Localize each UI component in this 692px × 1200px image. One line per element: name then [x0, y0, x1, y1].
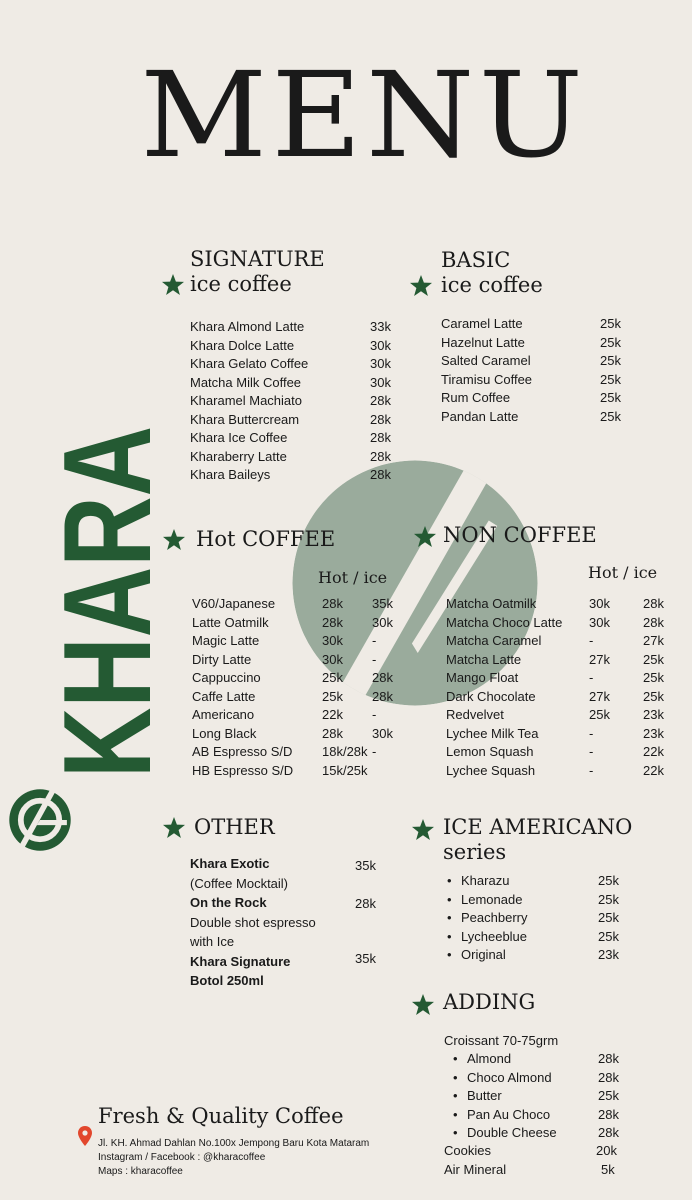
price: 28k [370, 467, 391, 482]
list-item: Lychee Squash [446, 762, 536, 778]
svg-text:KHARA: KHARA [39, 330, 177, 778]
ice-americano-heading: ICE AMERICANO series [443, 815, 633, 864]
list-item-desc: (Coffee Mocktail) [190, 876, 289, 891]
list-item: Khara Ice Coffee [190, 430, 288, 445]
price: 25k [600, 316, 621, 331]
list-item: HB Espresso S/D [192, 762, 294, 778]
price-ice: 22k [643, 762, 664, 778]
list-item: Botol 250ml [190, 973, 264, 988]
price-hot: - [589, 725, 594, 741]
price-ice: - [372, 651, 377, 667]
price-hot: 30k [322, 651, 343, 667]
basic-heading: BASIC ice coffee [441, 248, 543, 297]
price-ice: 23k [643, 725, 664, 741]
price-hot: 18k/28k [322, 744, 368, 759]
price-hot: 28k [322, 596, 343, 611]
price-ice: 28k [643, 596, 664, 611]
star-icon [162, 528, 186, 552]
price: 30k [370, 337, 391, 353]
price: 25k [598, 1088, 619, 1103]
price-ice: 28k [372, 688, 393, 704]
price: 28k [370, 430, 391, 445]
list-item: Khara Baileys [190, 467, 271, 482]
list-item: Hazelnut Latte [441, 334, 525, 350]
star-icon [161, 273, 185, 297]
price-hot: 30k [322, 633, 343, 648]
price-ice: 28k [643, 614, 664, 630]
list-item: On the Rock [190, 895, 267, 910]
other-heading: OTHER [194, 815, 275, 839]
price: 28k [355, 896, 376, 911]
list-item: Khara Exotic [190, 856, 270, 871]
page-title: MENU [140, 46, 588, 184]
price: 28k [598, 1069, 619, 1085]
list-item: Dark Chocolate [446, 688, 536, 704]
price-hot: 28k [322, 725, 343, 741]
non-coffee-subheading: Hot / ice [588, 563, 658, 582]
price-hot: 30k [589, 596, 610, 611]
list-item: Khara Dolce Latte [190, 337, 295, 353]
list-item: • Peachberry [461, 909, 527, 928]
price-ice: 23k [643, 707, 664, 722]
list-item: Matcha Milk Coffee [190, 374, 302, 390]
list-item: Latte Oatmilk [192, 614, 269, 630]
list-item: Cookies [444, 1143, 491, 1158]
non-coffee-heading: NON COFFEE [443, 523, 597, 547]
price-ice: 25k [643, 651, 664, 667]
list-item: Matcha Oatmilk [446, 596, 537, 611]
price-hot: 25k [589, 707, 610, 722]
price: 20k [596, 1143, 617, 1158]
price: 23k [598, 947, 619, 962]
list-item: • Almond [467, 1050, 511, 1069]
price-ice: 25k [643, 688, 664, 704]
price: 30k [370, 374, 391, 390]
price: 25k [600, 390, 621, 405]
list-item-desc: Double shot espresso [190, 915, 316, 930]
price: 28k [370, 393, 391, 408]
star-icon [162, 816, 186, 840]
list-item: Lemon Squash [446, 744, 534, 759]
list-item: Rum Coffee [441, 390, 511, 405]
list-item: Khara Buttercream [190, 411, 300, 427]
signature-heading: SIGNATURE ice coffee [190, 247, 325, 296]
price: 30k [370, 356, 391, 371]
price: 25k [600, 408, 621, 424]
star-icon [411, 818, 435, 842]
list-item: Salted Caramel [441, 353, 531, 368]
location-pin-icon [78, 1126, 92, 1146]
price: 25k [598, 910, 619, 925]
list-item: Tiramisu Coffee [441, 371, 533, 387]
price-hot: - [589, 670, 594, 685]
price: 5k [601, 1161, 615, 1177]
price-ice: - [372, 744, 377, 759]
list-item: Matcha Caramel [446, 633, 542, 648]
list-item: Khara Signature [190, 954, 291, 969]
khara-logo-icon [8, 788, 72, 852]
price-ice: 30k [372, 614, 393, 630]
price: 25k [600, 371, 621, 387]
star-icon [409, 274, 433, 298]
list-item: Khara Almond Latte [190, 319, 305, 334]
price-hot: - [589, 744, 594, 759]
list-item: • Lemonade [461, 891, 522, 910]
price: 25k [598, 873, 619, 888]
list-item: Cappuccino [192, 670, 261, 685]
price: 25k [598, 891, 619, 907]
price-hot: 27k [589, 688, 610, 704]
price-ice: 35k [372, 596, 393, 611]
price-ice: 28k [372, 670, 393, 685]
price: 25k [600, 353, 621, 368]
star-icon [413, 525, 437, 549]
price-hot: 22k [322, 707, 343, 722]
footer-address: Jl. KH. Ahmad Dahlan No.100x Jempong Baru Kota Mataram [98, 1138, 370, 1149]
list-item: Kharamel Machiato [190, 393, 302, 408]
list-item: • Butter [467, 1087, 502, 1106]
list-item: Caffe Latte [192, 688, 256, 704]
price: 28k [598, 1106, 619, 1122]
list-item-desc: with Ice [190, 934, 235, 949]
brand-wordmark [39, 330, 177, 780]
adding-heading: ADDING [443, 990, 536, 1014]
price-ice: - [372, 707, 377, 722]
list-item: Matcha Latte [446, 651, 522, 667]
price: 35k [355, 858, 376, 873]
hot-coffee-subheading: Hot / ice [318, 568, 388, 587]
list-item: Caramel Latte [441, 316, 523, 331]
price-ice: - [372, 633, 377, 648]
list-item: Long Black [192, 725, 257, 741]
price-hot: - [589, 633, 594, 648]
footer-social: Instagram / Facebook : @kharacoffee [98, 1152, 266, 1163]
price: 35k [355, 951, 376, 966]
list-item: • Pan Au Choco [467, 1106, 550, 1125]
price: 28k [598, 1051, 619, 1066]
list-item: • Original [461, 946, 506, 965]
list-item: AB Espresso S/D [192, 744, 293, 759]
list-item: Lychee Milk Tea [446, 725, 539, 741]
list-item: Redvelvet [446, 707, 504, 722]
list-item: Americano [192, 707, 255, 722]
price: 25k [600, 334, 621, 350]
price: 28k [598, 1125, 619, 1140]
list-item: Air Mineral [444, 1161, 507, 1177]
price: 33k [370, 319, 391, 334]
list-item: Mango Float [446, 670, 519, 685]
star-icon [411, 993, 435, 1017]
list-item: Kharaberry Latte [190, 448, 287, 464]
croissant-label: Croissant 70-75grm [444, 1033, 559, 1048]
list-item: V60/Japanese [192, 596, 276, 611]
price-ice: 22k [643, 744, 664, 759]
list-item: • Choco Almond [467, 1069, 552, 1088]
price-hot: - [589, 762, 594, 778]
price-hot: 27k [589, 651, 610, 667]
price-hot: 25k [322, 670, 343, 685]
list-item: Pandan Latte [441, 408, 519, 424]
footer-tagline: Fresh & Quality Coffee [98, 1104, 344, 1128]
list-item: • Kharazu [461, 872, 509, 891]
price-ice: 30k [372, 725, 393, 741]
list-item: • Double Cheese [467, 1124, 557, 1143]
price-hot: 28k [322, 614, 343, 630]
list-item: Dirty Latte [192, 651, 252, 667]
price-ice: 27k [643, 633, 664, 648]
price-hot: 15k/25k [322, 762, 368, 778]
list-item: Khara Gelato Coffee [190, 356, 309, 371]
price: 25k [598, 928, 619, 944]
price-ice: 25k [643, 670, 664, 685]
list-item: Magic Latte [192, 633, 260, 648]
hot-coffee-heading: Hot COFFEE [196, 527, 336, 551]
price: 28k [370, 411, 391, 427]
list-item: Matcha Choco Latte [446, 614, 563, 630]
list-item: • Lycheeblue [461, 928, 527, 947]
price: 28k [370, 448, 391, 464]
price-hot: 25k [322, 688, 343, 704]
price-hot: 30k [589, 614, 610, 630]
footer-maps: Maps : kharacoffee [98, 1166, 183, 1177]
